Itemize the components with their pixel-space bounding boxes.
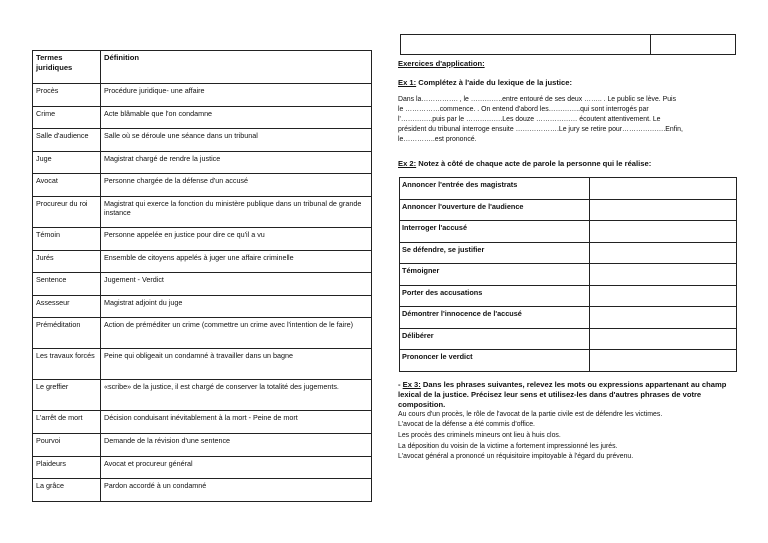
term-cell: Plaideurs — [33, 456, 101, 479]
term-cell: Assesseur — [33, 295, 101, 318]
term-cell: Sentence — [33, 273, 101, 296]
definition-cell: Peine qui obligeait un condamné à travailler dans un bagne — [101, 349, 372, 380]
answer-cell[interactable] — [590, 178, 737, 200]
definition-cell: Demande de la révision d'une sentence — [101, 433, 372, 456]
term-cell: Témoin — [33, 227, 101, 250]
answer-cell[interactable] — [590, 328, 737, 350]
term-cell: La grâce — [33, 479, 101, 502]
table-row — [33, 380, 372, 411]
definition-cell: Acte blâmable que l'on condamne — [101, 106, 372, 129]
definition-cell: Action de préméditer un crime (commettre un crime avec l'intention de le faire) — [101, 318, 372, 349]
answer-cell[interactable] — [590, 307, 737, 329]
table-row — [400, 350, 737, 372]
table-row — [33, 151, 372, 174]
ex3-heading — [398, 380, 738, 410]
ex3-sentence: L'avocat de la défense a été commis d'office. — [398, 421, 535, 429]
ex3-sentences — [398, 410, 738, 464]
ex1-line: le ……………commence. . On entend d'abord les…………..qui sont interrogés par — [398, 106, 649, 113]
ex3-section — [398, 380, 738, 463]
ex1-line: l'…………..puis par le …………….Les douze ……………… écoutent attentivement. Le — [398, 116, 661, 123]
table-row — [33, 196, 372, 227]
table-row — [33, 129, 372, 152]
ex2-heading — [398, 159, 738, 168]
speech-act-cell: Prononcer le verdict — [400, 350, 590, 372]
term-cell: Juge — [33, 151, 101, 174]
definition-cell: Pardon accordé à un condamné — [101, 479, 372, 502]
ex2-instruction: Notez à côté de chaque acte de parole la personne qui le réalise: — [416, 159, 652, 168]
term-cell: Préméditation — [33, 318, 101, 349]
definition-cell: Décision conduisant inévitablement à la mort - Peine de mort — [101, 411, 372, 434]
table-row — [33, 411, 372, 434]
definition-cell: Ensemble de citoyens appelés à juger une affaire criminelle — [101, 250, 372, 273]
definition-cell: Magistrat qui exerce la fonction du ministère publique dans un tribunal de grande instance — [101, 196, 372, 227]
speech-act-cell: Annoncer l'entrée des magistrats — [400, 178, 590, 200]
answer-cell[interactable] — [590, 199, 737, 221]
table-row — [33, 456, 372, 479]
ex1-heading — [398, 78, 738, 87]
speech-acts-table — [399, 177, 737, 372]
speech-act-cell: Se défendre, se justifier — [400, 242, 590, 264]
ex1-instruction: Complétez à l'aide du lexique de la justice: — [416, 78, 572, 87]
table-row — [400, 199, 737, 221]
ex2-number: Ex 2: — [398, 159, 417, 168]
definition-cell: Magistrat adjoint du juge — [101, 295, 372, 318]
table-row — [33, 106, 372, 129]
table-row — [33, 273, 372, 296]
table-row — [400, 221, 737, 243]
table-row — [400, 307, 737, 329]
ex1-line: président du tribunal interroge ensuite ……………….Le jury se retire pour……………….Enfin, — [398, 126, 683, 133]
definition-cell: Avocat et procureur général — [101, 456, 372, 479]
header-definition: Définition — [101, 51, 372, 84]
table-header-row — [33, 51, 372, 84]
ex1-line: Dans la……………. , le …………..entre entouré de ses deux …….. . Le public se lève. Puis — [398, 96, 677, 103]
ex3-sentence: L'avocat général a prononcé un réquisitoire impitoyable à l'égard du prévenu. — [398, 453, 634, 461]
table-row — [33, 84, 372, 107]
term-cell: Pourvoi — [33, 433, 101, 456]
header-box — [400, 34, 736, 55]
term-cell: Crime — [33, 106, 101, 129]
speech-act-cell: Annoncer l'ouverture de l'audience — [400, 199, 590, 221]
lexicon-table — [32, 50, 372, 502]
table-row — [33, 250, 372, 273]
definition-cell: Salle où se déroule une séance dans un tribunal — [101, 129, 372, 152]
definition-cell: Personne appelée en justice pour dire ce qu'il a vu — [101, 227, 372, 250]
definition-cell: Jugement - Verdict — [101, 273, 372, 296]
header-box-divider — [650, 35, 651, 54]
ex3-sentence: Les procès des criminels mineurs ont lieu à huis clos. — [398, 431, 561, 439]
table-row — [33, 349, 372, 380]
speech-act-cell: Délibérer — [400, 328, 590, 350]
definition-cell: Magistrat chargé de rendre la justice — [101, 151, 372, 174]
table-row — [33, 433, 372, 456]
header-term: Termes juridiques — [33, 51, 101, 84]
table-row — [33, 479, 372, 502]
term-cell: Le greffier — [33, 380, 101, 411]
answer-cell[interactable] — [590, 350, 737, 372]
table-row — [33, 174, 372, 197]
table-row — [400, 242, 737, 264]
term-cell: Procès — [33, 84, 101, 107]
ex1-line: le…………..est prononcé. — [398, 136, 477, 143]
exercises-title: Exercices d'application: — [398, 59, 485, 68]
definition-cell: Personne chargée de la défense d'un accusé — [101, 174, 372, 197]
speech-act-cell: Témoigner — [400, 264, 590, 286]
answer-cell[interactable] — [590, 242, 737, 264]
term-cell: Jurés — [33, 250, 101, 273]
answer-cell[interactable] — [590, 221, 737, 243]
term-cell: Les travaux forcés — [33, 349, 101, 380]
table-row — [400, 285, 737, 307]
term-cell: Salle d'audience — [33, 129, 101, 152]
ex1-number: Ex 1: — [398, 78, 417, 87]
ex1-paragraph — [398, 95, 738, 145]
term-cell: Avocat — [33, 174, 101, 197]
table-row — [33, 227, 372, 250]
definition-cell: «scribe» de la justice, il est chargé de conserver la totalité des jugements. — [101, 380, 372, 411]
table-row — [400, 178, 737, 200]
answer-cell[interactable] — [590, 264, 737, 286]
speech-act-cell: Démontrer l'innocence de l'accusé — [400, 307, 590, 329]
table-row — [33, 295, 372, 318]
speech-act-cell: Interroger l'accusé — [400, 221, 590, 243]
definition-cell: Procédure juridique- une affaire — [101, 84, 372, 107]
ex3-sentence: Au cours d'un procès, le rôle de l'avocat de la partie civile est de défendre les victimes. — [398, 410, 663, 418]
table-row — [33, 318, 372, 349]
table-row — [400, 264, 737, 286]
table-row — [400, 328, 737, 350]
ex3-number: Ex 3: — [402, 380, 421, 389]
ex3-prefix: - — [398, 380, 403, 389]
ex3-sentence: La déposition du voisin de la victime a fortement impressionné les jurés. — [398, 442, 618, 450]
term-cell: Procureur du roi — [33, 196, 101, 227]
ex3-instruction: Dans les phrases suivantes, relevez les mots ou expressions appartenant au champ lexical de la justice. Précisez leur sens et utilisez-les dans d'autres phrases de votre composition. — [398, 380, 727, 409]
speech-act-cell: Porter des accusations — [400, 285, 590, 307]
term-cell: L'arrêt de mort — [33, 411, 101, 434]
answer-cell[interactable] — [590, 285, 737, 307]
